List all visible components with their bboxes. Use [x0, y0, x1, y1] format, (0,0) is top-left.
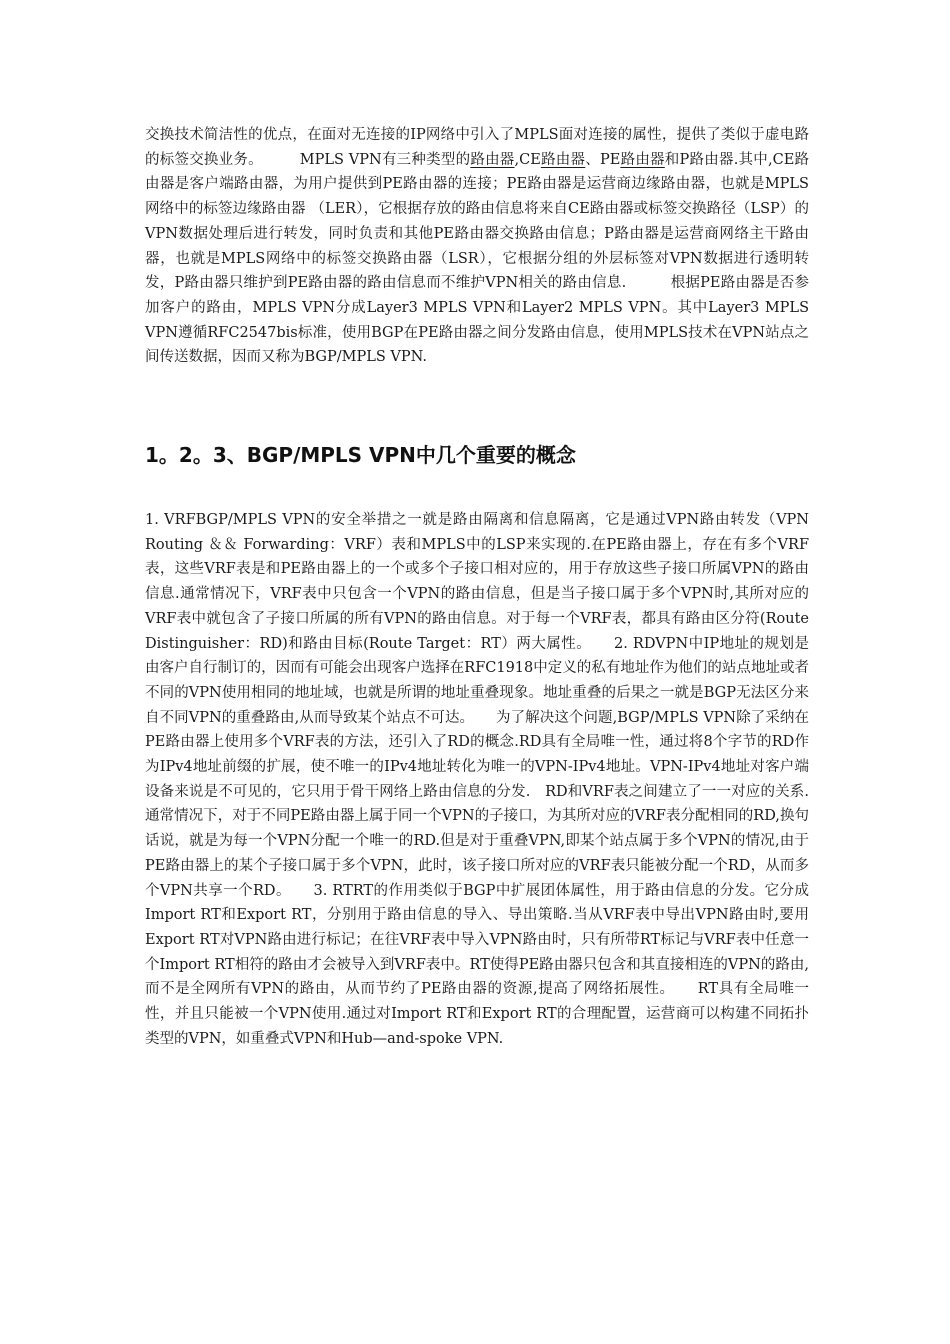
router-link[interactable]: 路由器 — [540, 151, 586, 168]
router-link[interactable]: 路由器 — [620, 151, 665, 168]
body-paragraph-vrf-rd-rt: 1. VRFBGP/MPLS VPN的安全举措之一就是路由隔离和信息隔离，它是通过VPN路由转发（VPN Routing ＆＆ Forwarding：VRF）表和MPLS中的LSP来实现的.在PE路由器上，存在有多个VRF表，这些VRF表是和PE路由器上的一个或多个子接口相对应的，用于存放这些子接口所属VPN的路由信息.通常情况下，VRF表中只包含一个VPN的路由信息，但是当子接口属于多个VPN时,其所对应的VRF表中就包含了子接口所属的所有VPN的路由信息。对于每一个VRF表，都具有路由区分符(Route Distinguisher：RD)和路由目标(Route Target：RT）两大属性。 2. RDVPN中IP地址的规划是由客户自行制订的，因而有可能会出现客户选择在RFC1918中定义的私有地址作为他们的站点地址或者不同的VPN使用相同的地址域，也就是所谓的地址重叠现象。地址重叠的后果之一就是BGP无法区分来自不同VPN的重叠路由,从而导致某个站点不可达。 为了解决这个问题,BGP/MPLS VPN除了采纳在PE路由器上使用多个VRF表的方法，还引入了RD的概念.RD具有全局唯一性，通过将8个字节的RD作为IPv4地址前缀的扩展，使不唯一的IPv4地址转化为唯一的VPN-IPv4地址。VPN-IPv4地址对客户端设备来说是不可见的，它只用于骨干网络上路由信息的分发. RD和VRF表之间建立了一一对应的关系.通常情况下，对于不同PE路由器上属于同一个VPN的子接口，为其所对应的VRF表分配相同的RD,换句话说，就是为每一个VPN分配一个唯一的RD.但是对于重叠VPN,即某个站点属于多个VPN的情况,由于PE路由器上的某个子接口属于多个VPN，此时，该子接口所对应的VRF表只能被分配一个RD，从而多个VPN共享一个RD。 3. RTRT的作用类似于BGP中扩展团体属性，用于路由信息的分发。它分成Import RT和Export RT，分别用于路由信息的导入、导出策略.当从VRF表中导出VPN路由时,要用Export RT对VPN路由进行标记；在往VRF表中导入VPN路由时，只有所带RT标记与VRF表中任意一个Import RT相符的路由才会被导入到VRF表中。RT使得PE路由器只包含和其直接相连的VPN的路由,而不是全网所有VPN的路由，从而节约了PE路由器的资源,提高了网络拓展性。 RT具有全局唯一性，并且只能被一个VPN使用.通过对Import RT和Export RT的合理配置，运营商可以构建不同拓扑类型的VPN，如重叠式VPN和Hub—and-spoke VPN. — [145, 512, 809, 1047]
body-paragraph-mpls-vpn-types — [145, 123, 809, 370]
text-run: 交换技术简洁性的优点，在面对无连接的IP网络中引入了MPLS面对连接的属性，提供了类似于虚电路的标签交换业务。 MPLS VPN有三种类型的 — [145, 127, 809, 168]
section-heading: 1。2。3、BGP/MPLS VPN中几个重要的概念 — [145, 443, 576, 467]
router-link[interactable]: 路由器 — [470, 151, 515, 168]
text-run: 、PE — [585, 151, 621, 168]
text-run: 和P路由器.其中,CE路由器是客户端路由器，为用户提供到PE路由器的连接；PE路由器是运营商边缘路由器，也就是MPLS网络中的标签边缘路由器 （LER），它根据存放的路由信息将来自CE路由器或标签交换路径（LSP）的VPN数据处理后进行转发，同时负责和其他PE路由器交换路由信息；P路由器是运营商网络主干路由器，也就是MPLS网络中的标签交换路由器（LSR），它根据分组的外层标签对VPN数据进行透明转发，P路由器只维护到PE路由器的路由信息而不维护VPN相关的路由信息. 根据PE路由器是否参加客户的路由，MPLS VPN分成Layer3 MPLS VPN和Layer2 MPLS VPN。其中Layer3 MPLS VPN遵循RFC2547bis标准，使用BGP在PE路由器之间分发路由信息，使用MPLS技术在VPN站点之间传送数据，因而又称为BGP/MPLS VPN. — [145, 151, 810, 366]
text-run: ,CE — [514, 151, 541, 168]
